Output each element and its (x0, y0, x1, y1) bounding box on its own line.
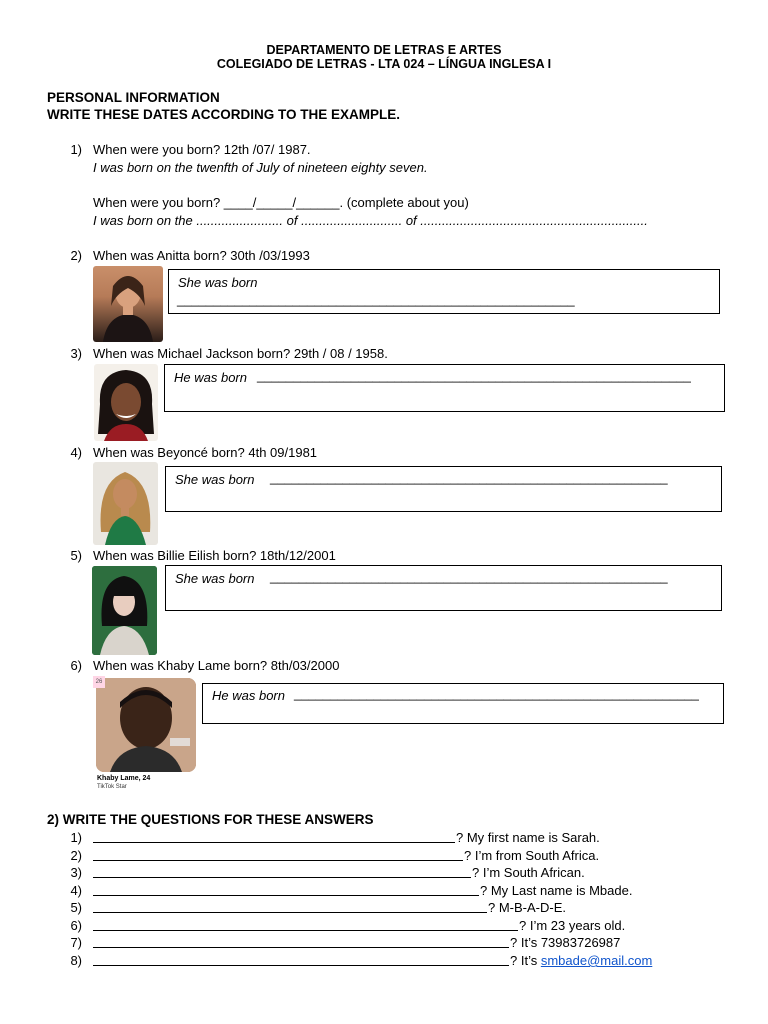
row-number: 1) (70, 830, 82, 845)
given-answer: ? My first name is Sarah. (456, 830, 600, 845)
answer-prefix: He was born (212, 688, 285, 703)
answer-box[interactable] (202, 683, 724, 724)
row-number: 3) (70, 865, 82, 880)
billie-eilish-photo (92, 566, 157, 655)
given-answer: ? M-B-A-D-E. (488, 900, 566, 915)
item-number: 4) (70, 445, 82, 460)
question-blank[interactable] (93, 877, 471, 878)
answer-blank[interactable]: _______________________________________________________ (270, 470, 668, 485)
answer-prefix: She was born (175, 571, 255, 586)
question-blank[interactable] (93, 842, 455, 843)
row-number: 7) (70, 935, 82, 950)
question-blank[interactable] (93, 860, 463, 861)
answer-prefix: She was born (175, 472, 255, 487)
answer-prefix: He was born (174, 370, 247, 385)
answer-blank[interactable]: _______________________________________________________ (177, 292, 575, 307)
michael-jackson-photo (94, 364, 158, 441)
item-number: 2) (70, 248, 82, 263)
answer-blank[interactable]: _______________________________________________________ (270, 569, 668, 584)
item-number: 6) (70, 658, 82, 673)
section2-title: 2) WRITE THE QUESTIONS FOR THESE ANSWERS (47, 812, 374, 827)
given-answer: ? I’m 23 years old. (519, 918, 626, 933)
row-number: 4) (70, 883, 82, 898)
question-text: When was Anitta born? 30th /03/1993 (93, 248, 310, 263)
question-text: When was Billie Eilish born? 18th/12/2001 (93, 548, 336, 563)
given-answer: ? It’s 73983726987 (510, 935, 621, 950)
question-blank[interactable] (93, 912, 487, 913)
complete-answer[interactable]: I was born on the ........................ of ............................ of ............................................................... (93, 213, 648, 228)
header-course: COLEGIADO DE LETRAS - LTA 024 – LÍNGUA INGLESA I (216, 57, 552, 71)
question-blank[interactable] (93, 947, 509, 948)
question-text: When were you born? 12th /07/ 1987. (93, 142, 311, 157)
given-answer: ? My Last name is Mbade. (480, 883, 633, 898)
photo-caption-name: Khaby Lame, 24 (97, 775, 151, 782)
photo-caption-role: TikTok Star (97, 784, 127, 790)
given-answer: ? I’m from South Africa. (464, 848, 600, 863)
row-number: 2) (70, 848, 82, 863)
complete-question[interactable]: When were you born? ____/_____/______. (complete about you) (93, 195, 469, 210)
beyonce-photo (93, 462, 158, 545)
answer-box[interactable] (168, 269, 720, 314)
example-answer-period: . (424, 160, 428, 175)
answer-blank[interactable]: ________________________________________________________ (294, 686, 699, 701)
given-answer (510, 953, 652, 968)
khaby-lame-photo (96, 678, 196, 772)
section-title: PERSONAL INFORMATION (47, 90, 220, 105)
header-department: DEPARTAMENTO DE LETRAS E ARTES (266, 43, 502, 57)
question-blank[interactable] (93, 965, 509, 966)
given-answer: ? I’m South African. (472, 865, 585, 880)
section-instruction: WRITE THESE DATES ACCORDING TO THE EXAMPLE. (47, 107, 401, 122)
question-text: When was Khaby Lame born? 8th/03/2000 (93, 658, 340, 673)
question-text: When was Michael Jackson born? 29th / 08 / 1958. (93, 346, 388, 361)
anitta-photo (93, 266, 163, 342)
question-blank[interactable] (93, 930, 518, 931)
answer-box[interactable] (165, 565, 722, 611)
item-number: 3) (70, 346, 82, 361)
answer-prefix: She was born (178, 275, 258, 290)
example-answer (93, 160, 428, 175)
photo-badge: 26 (93, 676, 105, 688)
row-number: 8) (70, 953, 82, 968)
given-answer-text: ? It’s (510, 953, 541, 968)
email-link[interactable]: smbade@mail.com (540, 953, 653, 968)
example-answer-text: I was born on the twenfth of July of nineteen eighty seven (93, 160, 424, 175)
answer-box[interactable] (164, 364, 725, 412)
question-text: When was Beyoncé born? 4th 09/1981 (93, 445, 318, 460)
answer-blank[interactable]: ____________________________________________________________ (257, 368, 691, 383)
answer-box[interactable] (165, 466, 722, 512)
row-number: 6) (70, 918, 82, 933)
item-number: 5) (70, 548, 82, 563)
row-number: 5) (70, 900, 82, 915)
question-blank[interactable] (93, 895, 479, 896)
item-number: 1) (70, 142, 82, 157)
